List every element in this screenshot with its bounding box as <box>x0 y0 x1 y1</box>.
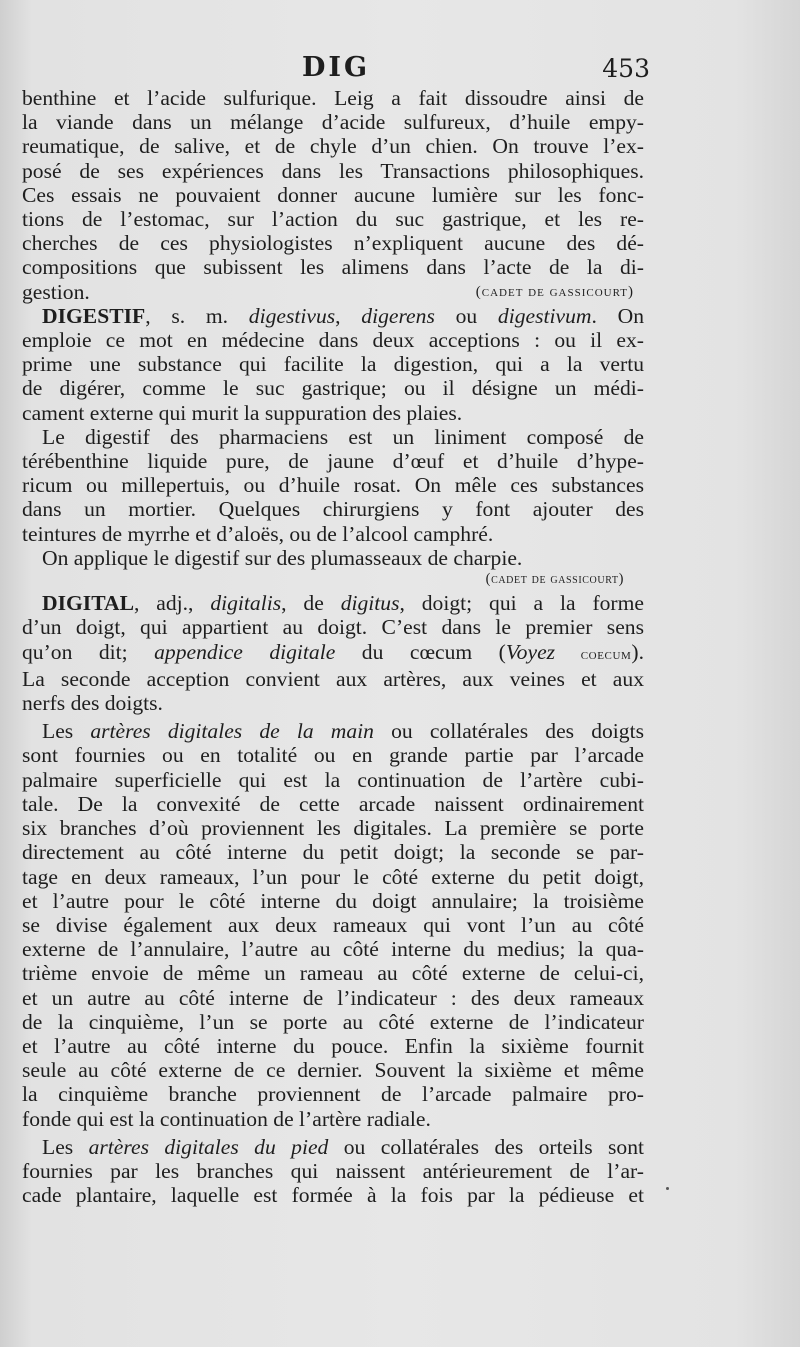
text-span: ou collatérales des doigts <box>373 719 645 744</box>
italic-term: Voyez <box>505 639 556 664</box>
text-span: qu’on dit; <box>22 639 155 664</box>
italic-term: digitus <box>340 591 400 616</box>
text-line: prime une substance qui facilite la digestion, qui a la vertu <box>22 352 644 377</box>
text-line: palmaire superficielle qui est la continuation de l’artère cubi- <box>22 767 644 792</box>
italic-term: appendice digitale <box>154 639 336 664</box>
text-span: ou <box>434 303 498 328</box>
text-line: tale. De la convexité de cette arcade naissent ordinairement <box>22 791 644 816</box>
text-line: se divise également aux deux rameaux qui vont l’un au côté <box>22 912 644 937</box>
text-span: Les <box>42 719 91 744</box>
text-span: , doigt; qui a la forme <box>399 591 644 616</box>
text-line: cament externe qui murit la suppuration des plaies. <box>22 400 463 425</box>
text-line: et l’autre au côté interne du pouce. Enfin la sixième fournit <box>22 1033 644 1058</box>
italic-term: artères digitales du pied <box>88 1134 329 1159</box>
text-line: posé de ses expériences dans les Transactions philosophiques. <box>22 158 644 183</box>
page-header <box>22 52 650 86</box>
text-line: Ces essais ne pouvaient donner aucune lumière sur les fonc- <box>22 182 644 207</box>
text-span: , de <box>281 591 341 616</box>
text-line: d’un doigt, qui appartient au doigt. C’est dans le premier sens <box>22 615 644 640</box>
running-head: DIG <box>301 52 371 83</box>
text-span: gestion. <box>22 279 90 304</box>
text-line: directement au côté interne du petit doigt; la seconde se par- <box>22 840 644 865</box>
text-line: de la cinquième, l’un se porte au côté externe de l’indicateur <box>22 1009 644 1034</box>
text-line: seule au côté externe de ce dernier. Souvent la sixième et même <box>22 1058 644 1083</box>
text-line: et un autre au côté interne de l’indicateur : des deux rameaux <box>22 985 644 1010</box>
entry-digital-headline <box>22 591 644 615</box>
entry-headword: DIGESTIF <box>42 303 146 328</box>
text-line: externe de l’annulaire, l’autre au côté interne du medius; la qua- <box>22 937 644 962</box>
text-line: dans un mortier. Quelques chirurgiens y font ajouter des <box>22 497 644 522</box>
text-line: emploie ce mot en médecine dans deux acceptions : ou il ex- <box>22 328 644 353</box>
ink-speck <box>666 1187 669 1190</box>
text-line: cherches de ces physiologistes n’expliquent aucune des dé- <box>22 231 644 256</box>
text-line: La seconde acception convient aux artères, aux veines et aux <box>22 666 644 691</box>
body-text <box>22 86 644 1207</box>
text-line: trième envoie de même un rameau au côté externe de celui-ci, <box>22 961 644 986</box>
italic-term: artères digitales de la main <box>90 719 374 744</box>
text-line: benthine et l’acide sulfurique. Leig a fait dissoudre ainsi de <box>22 86 644 110</box>
text-line: ricum ou millepertuis, ou d’huile rosat. On mêle ces substances <box>22 473 644 498</box>
text-span: , s. m. <box>145 303 249 328</box>
text-line: nerfs des doigts. <box>22 691 163 716</box>
page-number: 453 <box>602 54 650 83</box>
text-line: cade plantaire, laquelle est formée à la fois par la pédieuse et <box>22 1183 644 1208</box>
text-line <box>22 719 644 743</box>
text-line: la cinquième branche proviennent de l’arcade palmaire pro- <box>22 1082 644 1107</box>
text-span: ). <box>631 639 644 664</box>
text-line: tage en deux rameaux, l’un pour le côté externe du petit doigt, <box>22 864 644 889</box>
text-line: reumatique, de salive, et de chyle d’un chien. On trouve l’ex- <box>22 134 644 159</box>
text-span: . On <box>591 303 644 328</box>
text-line: tions de l’estomac, sur l’action du suc gastrique, et les re- <box>22 207 644 232</box>
entry-headword: DIGITAL <box>42 591 134 616</box>
text-span: du cœcum ( <box>335 639 506 664</box>
author-citation: (cadet de gassicourt) <box>485 571 624 588</box>
text-line: de digérer, comme le suc gastrique; ou il désigne un médi- <box>22 376 644 401</box>
italic-term: digestivus <box>248 303 336 328</box>
text-line <box>22 640 644 667</box>
text-span: , <box>335 303 362 328</box>
text-line: fonde qui est la continuation de l’artère radiale. <box>22 1106 431 1131</box>
italic-term: digerens <box>361 303 435 328</box>
italic-term: digitalis <box>210 591 282 616</box>
text-line: fournies par les branches qui naissent antérieurement de l’ar- <box>22 1158 644 1183</box>
text-line: sont fournies ou en totalité ou en grande partie par l’arcade <box>22 743 644 768</box>
italic-term: digestivum <box>497 303 592 328</box>
text-line: teintures de myrrhe et d’aloës, ou de l’alcool camphré. <box>22 521 494 546</box>
text-line <box>22 1135 644 1159</box>
text-line: six branches d’où proviennent les digitales. La première se porte <box>22 816 644 841</box>
text-span: Les <box>42 1134 89 1159</box>
text-line: On applique le digestif sur des plumasseaux de charpie. <box>42 545 523 570</box>
text-line: la viande dans un mélange d’acide sulfureux, d’huile empy- <box>22 110 644 135</box>
text-line: Le digestif des pharmaciens est un liniment composé de <box>42 424 644 449</box>
text-span: , adj., <box>134 591 211 616</box>
text-line: et l’autre pour le côté interne du doigt annulaire; la troisième <box>22 888 644 913</box>
entry-digestif-headline <box>22 304 644 328</box>
text-line: compositions que subissent les alimens dans l’acte de la di- <box>22 255 644 280</box>
text-line: térébenthine liquide pure, de jaune d’œuf et d’huile d’hype- <box>22 449 644 474</box>
text-span: ou collatérales des orteils sont <box>328 1134 645 1159</box>
cross-reference: coecum <box>555 645 632 663</box>
text-line <box>22 280 644 304</box>
author-citation: (cadet de gassicourt) <box>475 283 634 300</box>
